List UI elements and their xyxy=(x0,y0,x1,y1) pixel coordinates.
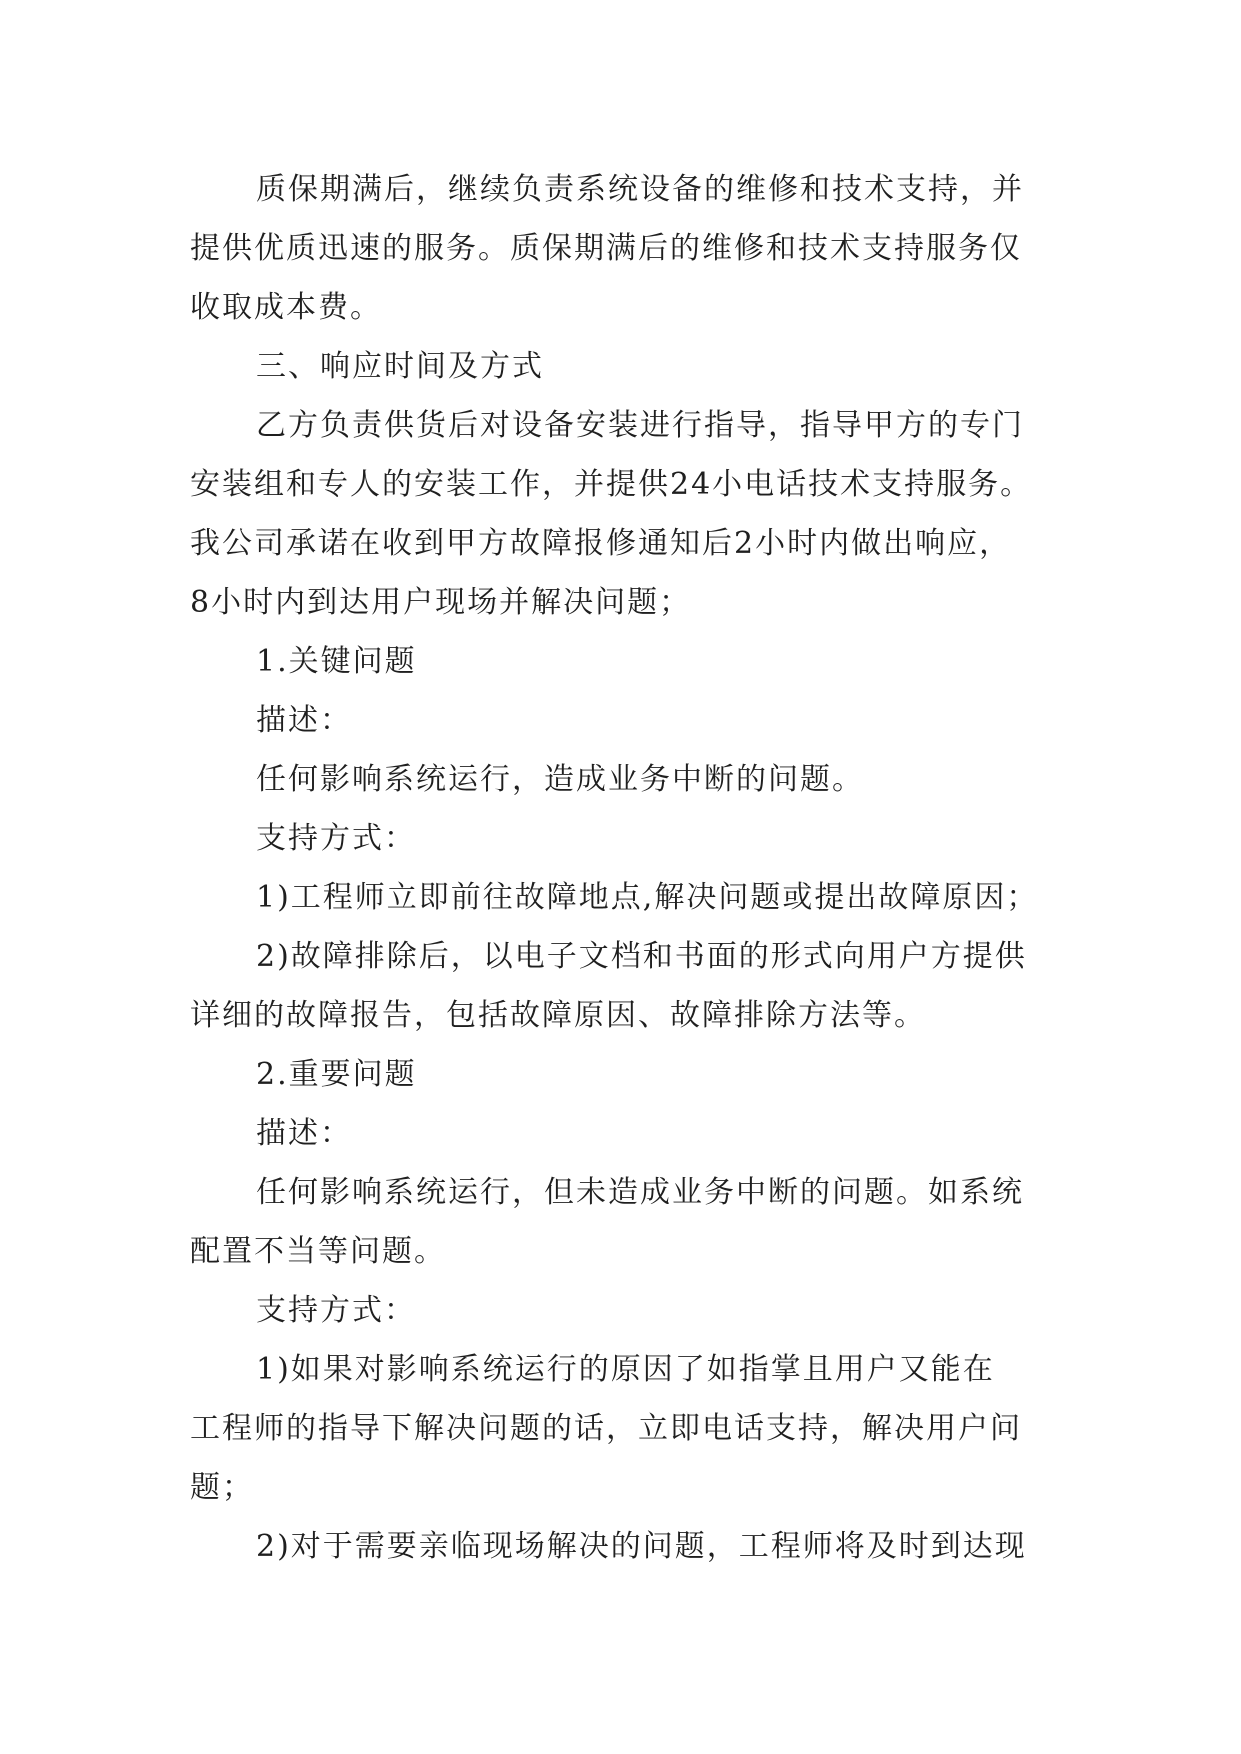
subsection-title: 1.关键问题 xyxy=(256,644,417,679)
paragraph-line: 质保期满后，继续负责系统设备的维修和技术支持，并 xyxy=(256,172,1024,207)
paragraph-line: 安装组和专人的安装工作，并提供24小电话技术支持服务。 xyxy=(190,467,1033,502)
list-item: 1)工程师立即前往故障地点,解决问题或提出故障原因； xyxy=(256,880,1039,915)
description-label: 描述： xyxy=(256,1116,352,1151)
subsection-title: 2.重要问题 xyxy=(256,1057,417,1092)
list-item-continuation: 详细的故障报告，包括故障原因、故障排除方法等。 xyxy=(190,998,926,1033)
list-item: 1)如果对影响系统运行的原因了如指掌且用户又能在 xyxy=(256,1352,995,1387)
support-label: 支持方式： xyxy=(256,821,416,856)
document-body xyxy=(190,160,1060,1576)
paragraph-line: 提供优质迅速的服务。质保期满后的维修和技术支持服务仅 xyxy=(190,231,1022,266)
paragraph-line: 乙方负责供货后对设备安装进行指导，指导甲方的专门 xyxy=(256,408,1024,443)
list-item-continuation: 题； xyxy=(190,1470,254,1505)
list-item: 2)对于需要亲临现场解决的问题，工程师将及时到达现 xyxy=(256,1529,1027,1564)
paragraph-line: 收取成本费。 xyxy=(190,290,382,325)
list-item-continuation: 工程师的指导下解决问题的话，立即电话支持，解决用户问 xyxy=(190,1411,1022,1446)
section-heading: 三、响应时间及方式 xyxy=(256,349,544,384)
description-text-continuation: 配置不当等问题。 xyxy=(190,1234,446,1269)
paragraph-line: 8小时内到达用户现场并解决问题； xyxy=(190,585,692,620)
support-label: 支持方式： xyxy=(256,1293,416,1328)
paragraph-line: 我公司承诺在收到甲方故障报修通知后2小时内做出响应， xyxy=(190,526,1012,561)
description-text: 任何影响系统运行，造成业务中断的问题。 xyxy=(256,762,864,797)
list-item: 2)故障排除后，以电子文档和书面的形式向用户方提供 xyxy=(256,939,1027,974)
description-text: 任何影响系统运行，但未造成业务中断的问题。如系统 xyxy=(256,1175,1024,1210)
description-label: 描述： xyxy=(256,703,352,738)
